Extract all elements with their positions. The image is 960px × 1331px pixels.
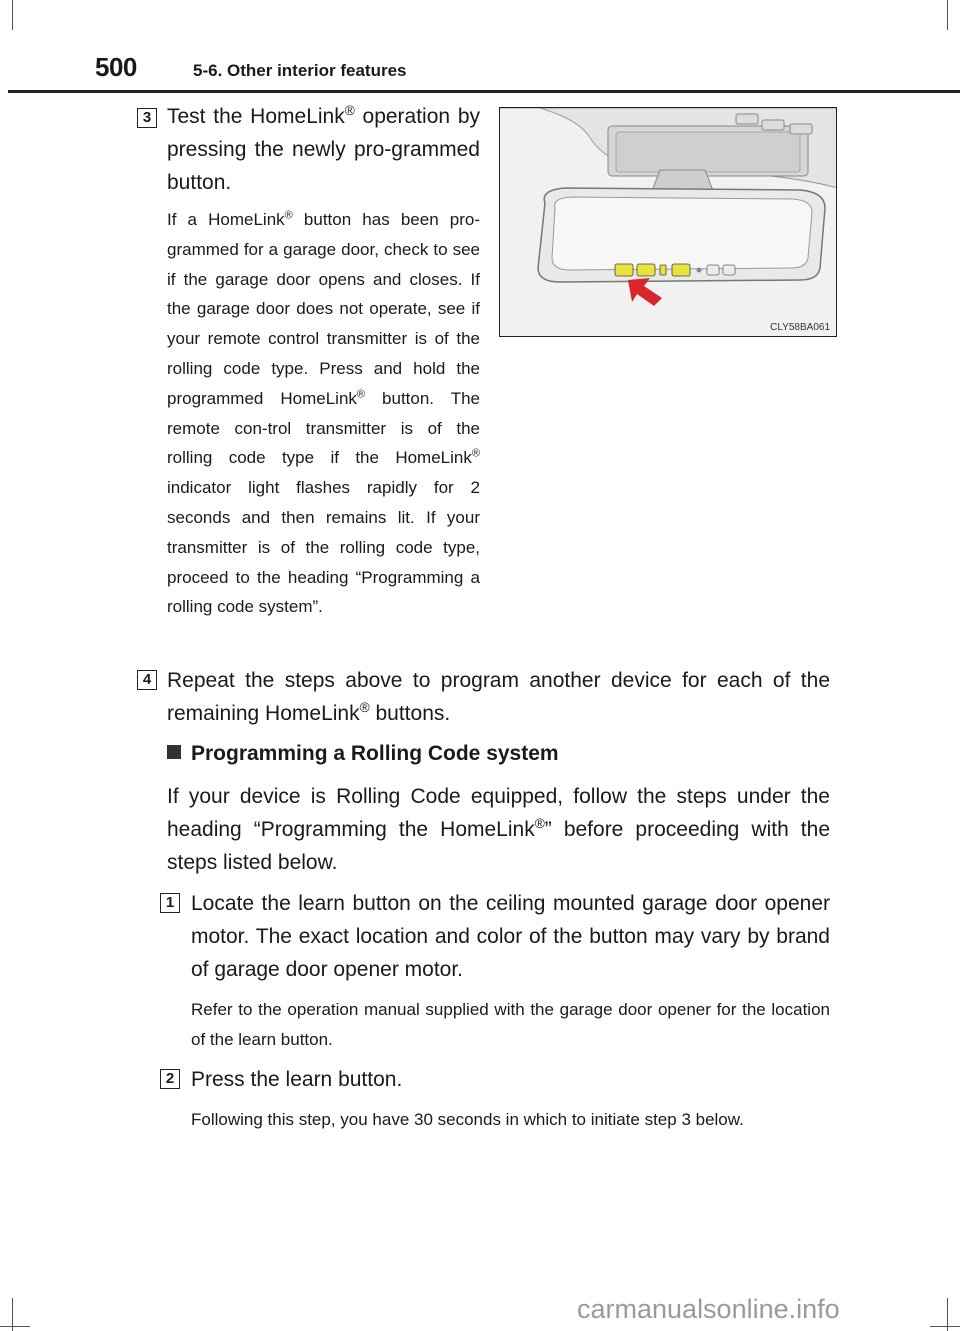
crop-mark bbox=[12, 0, 13, 30]
figure-code: CLY58BA061 bbox=[770, 322, 830, 333]
mirror-button bbox=[707, 265, 719, 275]
red-arrow-icon bbox=[628, 278, 662, 306]
rc-step-2-block bbox=[191, 1063, 830, 1135]
console-switch bbox=[762, 120, 784, 130]
mirror-glass bbox=[552, 197, 812, 270]
rc-step-1-instruction: Locate the learn button on the ceiling mounted garage door opener motor. The exact location and color of the button may vary by brand of garage door opener motor. bbox=[191, 892, 830, 981]
console-switch bbox=[790, 124, 812, 134]
header-divider bbox=[8, 90, 960, 93]
rc-step-1-note: Refer to the operation manual supplied with the garage door opener for the location of the learn button. bbox=[191, 1000, 830, 1049]
rc-step-2-note: Following this step, you have 30 seconds in which to initiate step 3 below. bbox=[191, 1110, 744, 1129]
step-3-instruction: Test the HomeLink® operation by pressing the newly pro-grammed button. bbox=[167, 102, 480, 194]
homelink-indicator bbox=[660, 265, 666, 275]
mirror-sensor bbox=[697, 268, 702, 273]
section-title: 5-6. Other interior features bbox=[193, 61, 407, 80]
step-number-badge: 4 bbox=[137, 670, 157, 690]
console-switch bbox=[736, 114, 758, 124]
rc-step-1-block bbox=[191, 887, 830, 1055]
step-3-note: If a HomeLink® button has been pro-grammed for a garage door, check to see if the garage door opens and closes. If the garage door does not operate, see if your remote control transmitter is of the rolling code type. Press and hold the programmed HomeLink® button. The remote con-trol transmitter is of the rolling code type if the HomeLink® indicator light flashes rapidly for 2 seconds and then remains lit. If your transmitter is of the rolling code type, proceed to the heading “Programming a rolling code system”. bbox=[167, 209, 480, 617]
homelink-mirror-illustration bbox=[499, 107, 837, 337]
watermark: carmanualsonline.info bbox=[577, 1294, 840, 1324]
step-number-badge: 3 bbox=[137, 108, 157, 128]
step-number-badge: 2 bbox=[160, 1069, 180, 1089]
crop-mark bbox=[12, 1298, 13, 1331]
heading-bullet-icon bbox=[167, 745, 181, 759]
step-number-badge: 1 bbox=[160, 893, 180, 913]
console-light bbox=[616, 132, 800, 172]
crop-mark bbox=[947, 1298, 948, 1331]
homelink-button-3 bbox=[672, 264, 690, 276]
crop-mark bbox=[947, 0, 948, 30]
rolling-code-intro: If your device is Rolling Code equipped, follow the steps under the heading “Programming the HomeLink®” before proceeding with the steps listed below. bbox=[167, 785, 831, 874]
step-4-block bbox=[167, 664, 830, 730]
step-4-instruction: Repeat the steps above to program another device for each of the remaining HomeLink® buttons. bbox=[167, 669, 830, 725]
page-number: 500 bbox=[95, 52, 137, 82]
crop-mark bbox=[930, 1326, 960, 1327]
mirror-drawing bbox=[500, 108, 837, 337]
rc-step-2-instruction: Press the learn button. bbox=[191, 1068, 403, 1091]
mirror-button bbox=[723, 265, 735, 275]
homelink-button-1 bbox=[615, 264, 633, 276]
step-3-block bbox=[167, 100, 480, 622]
section-heading: Programming a Rolling Code system bbox=[191, 742, 559, 765]
crop-mark bbox=[0, 1326, 30, 1327]
homelink-button-2 bbox=[637, 264, 655, 276]
